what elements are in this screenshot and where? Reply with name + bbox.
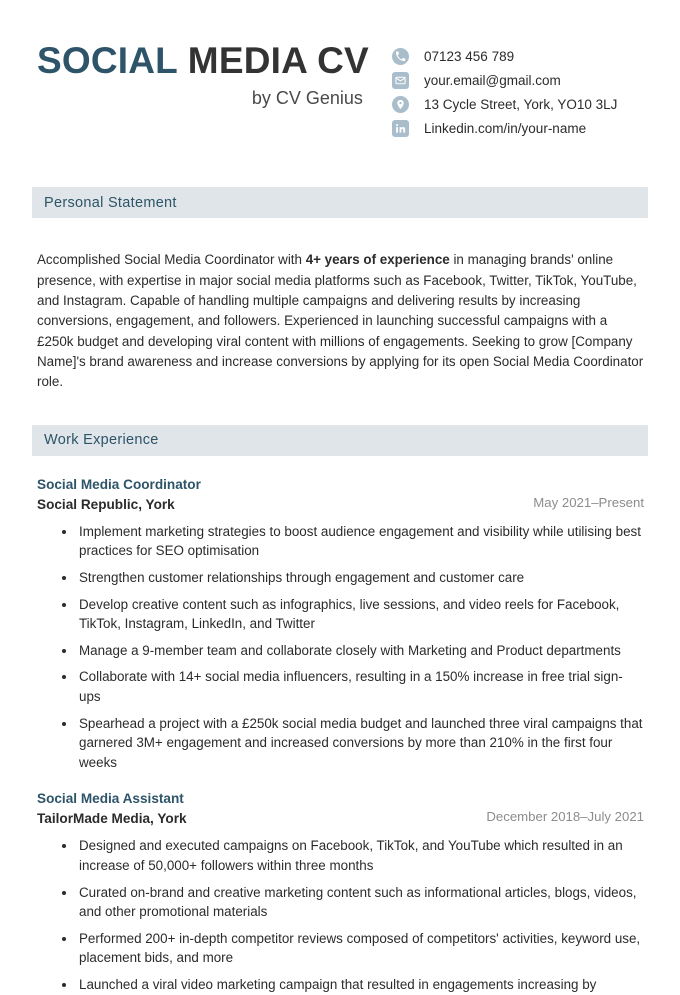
job-entry [32,790,648,994]
statement-part-2: in managing brands' online presence, with expertise in major social media platforms such as Facebook, Twitter, TikTok, YouTube, and Instagram. Capable of handling multiple campaigns and delivering results by increasing conversions, engagement, and followers. Experienced in launching successful campaigns with a £250k budget and developing viral content with millions of engagements. Seeking to grow [Company Name]'s brand awareness and increase conversions by applying for its open Social Media Coordinator role. [37,252,644,390]
list-item: Implement marketing strategies to boost audience engagement and visibility while utilising best practices for SEO optimisation [79,522,644,561]
list-item: Develop creative content such as infographics, live sessions, and video reels for Facebook, TikTok, Instagram, LinkedIn, and Twitter [79,595,644,634]
contact-location-text[interactable]: 13 Cycle Street, York, YO10 3LJ [424,96,618,112]
list-item: Collaborate with 14+ social media influencers, resulting in a 150% increase in free trial sign-ups [79,667,644,706]
contact-linkedin-text[interactable]: Linkedin.com/in/your-name [424,120,587,136]
section-header-work-experience [32,425,648,456]
contact-row-email [392,68,640,92]
contact-email-text[interactable]: your.email@gmail.com [424,72,561,88]
linkedin-icon [392,120,409,137]
contact-row-phone [392,44,640,68]
contact-phone-text[interactable]: 07123 456 789 [424,48,515,64]
job-bullet-list [37,522,644,773]
statement-part-1: Accomplished Social Media Coordinator with [37,252,306,268]
contact-row-linkedin [392,116,640,140]
job-identity [37,790,187,828]
phone-icon [392,48,409,65]
job-identity [37,476,201,514]
page-title [37,40,369,82]
page-title-rest: MEDIA CV [177,40,369,81]
cv-header [32,0,648,140]
job-dates: December 2018–July 2021 [486,809,644,825]
section-header-personal-statement [32,187,648,218]
job-title: Social Media Assistant [37,791,184,807]
section-title: Personal Statement [44,194,177,211]
job-header [37,790,644,828]
job-company: TailorMade Media, York [37,811,187,827]
job-company: Social Republic, York [37,496,175,512]
list-item: Manage a 9-member team and collaborate closely with Marketing and Product departments [79,641,644,661]
list-item: Performed 200+ in-depth competitor reviews composed of competitors' activities, keyword use, placement bids, and more [79,929,644,968]
section-title: Work Experience [44,432,159,449]
list-item: Launched a viral video marketing campaign that resulted in engagements increasing by [79,975,644,995]
statement-highlight: 4+ years of experience [305,252,450,268]
job-header [37,476,644,514]
job-bullet-list [37,836,644,994]
personal-statement-text [32,250,648,392]
list-item: Curated on-brand and creative marketing content such as informational articles, blogs, videos, and other promotional materials [79,883,644,922]
list-item: Spearhead a project with a £250k social media budget and launched three viral campaigns that garnered 3M+ engagement and increased conversions by more than 210% in the first four weeks [79,714,644,773]
contact-row-location [392,92,640,116]
location-icon [392,96,409,113]
page-title-accent: SOCIAL [37,40,178,81]
contact-list [392,38,640,140]
list-item: Strengthen customer relationships through engagement and customer care [79,568,644,588]
job-title: Social Media Coordinator [37,476,201,492]
name-block [37,38,369,110]
job-entry [32,476,648,773]
list-item: Designed and executed campaigns on Facebook, TikTok, and YouTube which resulted in an increase of 50,000+ followers within three months [79,836,644,875]
email-icon [392,72,409,89]
page-subtitle: by CV Genius [251,88,363,108]
job-dates: May 2021–Present [533,494,644,510]
